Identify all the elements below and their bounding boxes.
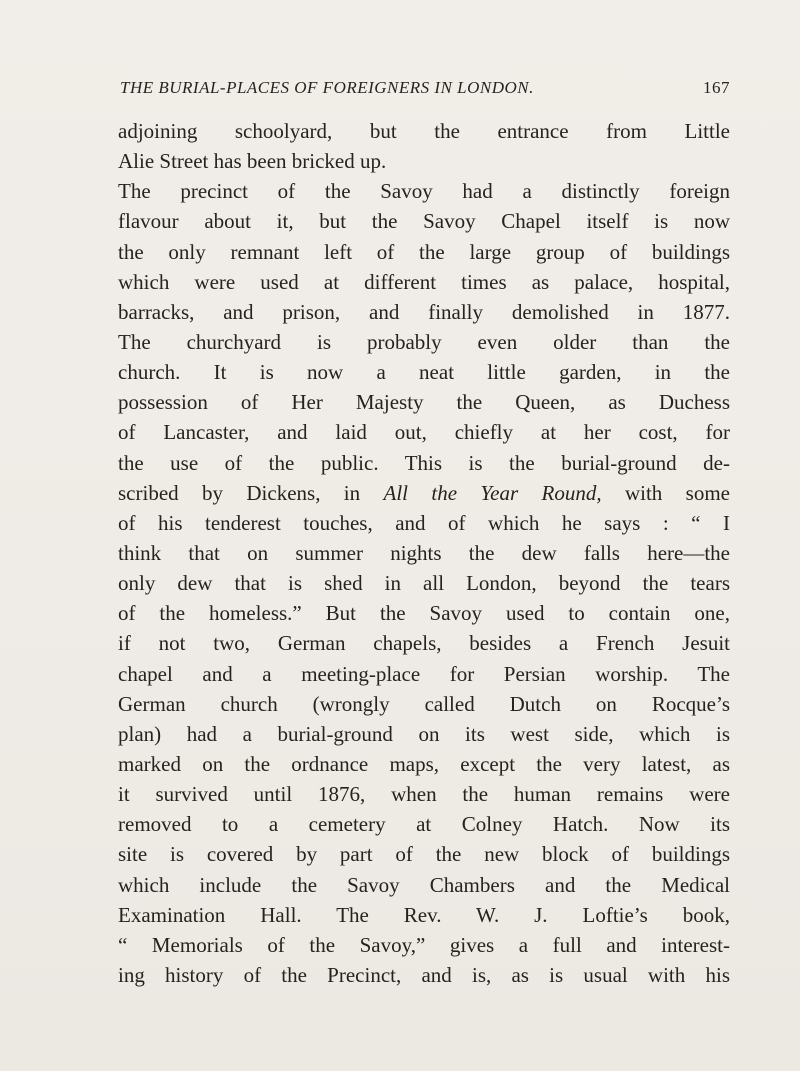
italic-title: All the Year Round,	[383, 480, 602, 505]
running-head	[120, 78, 730, 102]
text-line: chapel and a meeting-place for Persian worship. The	[118, 661, 730, 686]
text-line: adjoining schoolyard, but the entrance from Little	[118, 119, 730, 143]
text-line: the only remnant left of the large group of buildings	[118, 239, 730, 264]
text-line: removed to a cemetery at Colney Hatch. Now its	[118, 812, 730, 837]
text-line: of Lancaster, and laid out, chiefly at her cost, for	[118, 420, 730, 445]
text-line: of his tenderest touches, and of which he says : “ I	[118, 510, 730, 535]
text-line: flavour about it, but the Savoy Chapel itself is now	[118, 209, 730, 234]
text-line: German church (wrongly called Dutch on Rocque’s	[118, 691, 730, 716]
text-line: which include the Savoy Chambers and the Medical	[118, 872, 730, 897]
text-line: The churchyard is probably even older than the	[118, 329, 730, 354]
text-line: which were used at different times as palace, hospital,	[118, 269, 730, 294]
text-line: The precinct of the Savoy had a distinctly foreign	[118, 179, 730, 204]
text-fragment: with some	[624, 480, 730, 505]
text-line: possession of Her Majesty the Queen, as Duchess	[118, 390, 730, 415]
running-title: THE BURIAL-PLACES OF FOREIGNERS IN LONDON.	[120, 78, 534, 97]
text-line: barracks, and prison, and finally demolished in 1877.	[118, 299, 730, 324]
text-line: plan) had a burial-ground on its west side, which is	[118, 721, 730, 746]
text-line: if not two, German chapels, besides a French Jesuit	[118, 631, 730, 656]
text-line: church. It is now a neat little garden, in the	[118, 360, 730, 385]
text-line: Alie Street has been bricked up.	[118, 149, 387, 174]
text-fragment: scribed by Dickens, in	[118, 480, 361, 505]
text-line: think that on summer nights the dew falls here—the	[118, 540, 730, 565]
page-number: 167	[703, 78, 730, 97]
text-line: “ Memorials of the Savoy,” gives a full and interest-	[118, 932, 730, 957]
text-line: of the homeless.” But the Savoy used to contain one,	[118, 601, 730, 626]
text-line: ing history of the Precinct, and is, as is usual with his	[118, 962, 730, 987]
text-line: marked on the ordnance maps, except the very latest, as	[118, 751, 730, 776]
text-line: site is covered by part of the new block of buildings	[118, 842, 730, 867]
text-line-with-italic-title	[118, 478, 730, 508]
text-line: it survived until 1876, when the human remains were	[118, 782, 730, 807]
body-text	[118, 116, 730, 990]
text-line: the use of the public. This is the burial-ground de-	[118, 450, 730, 475]
text-line: Examination Hall. The Rev. W. J. Loftie’s book,	[118, 902, 730, 927]
text-line: only dew that is shed in all London, beyond the tears	[118, 571, 730, 596]
